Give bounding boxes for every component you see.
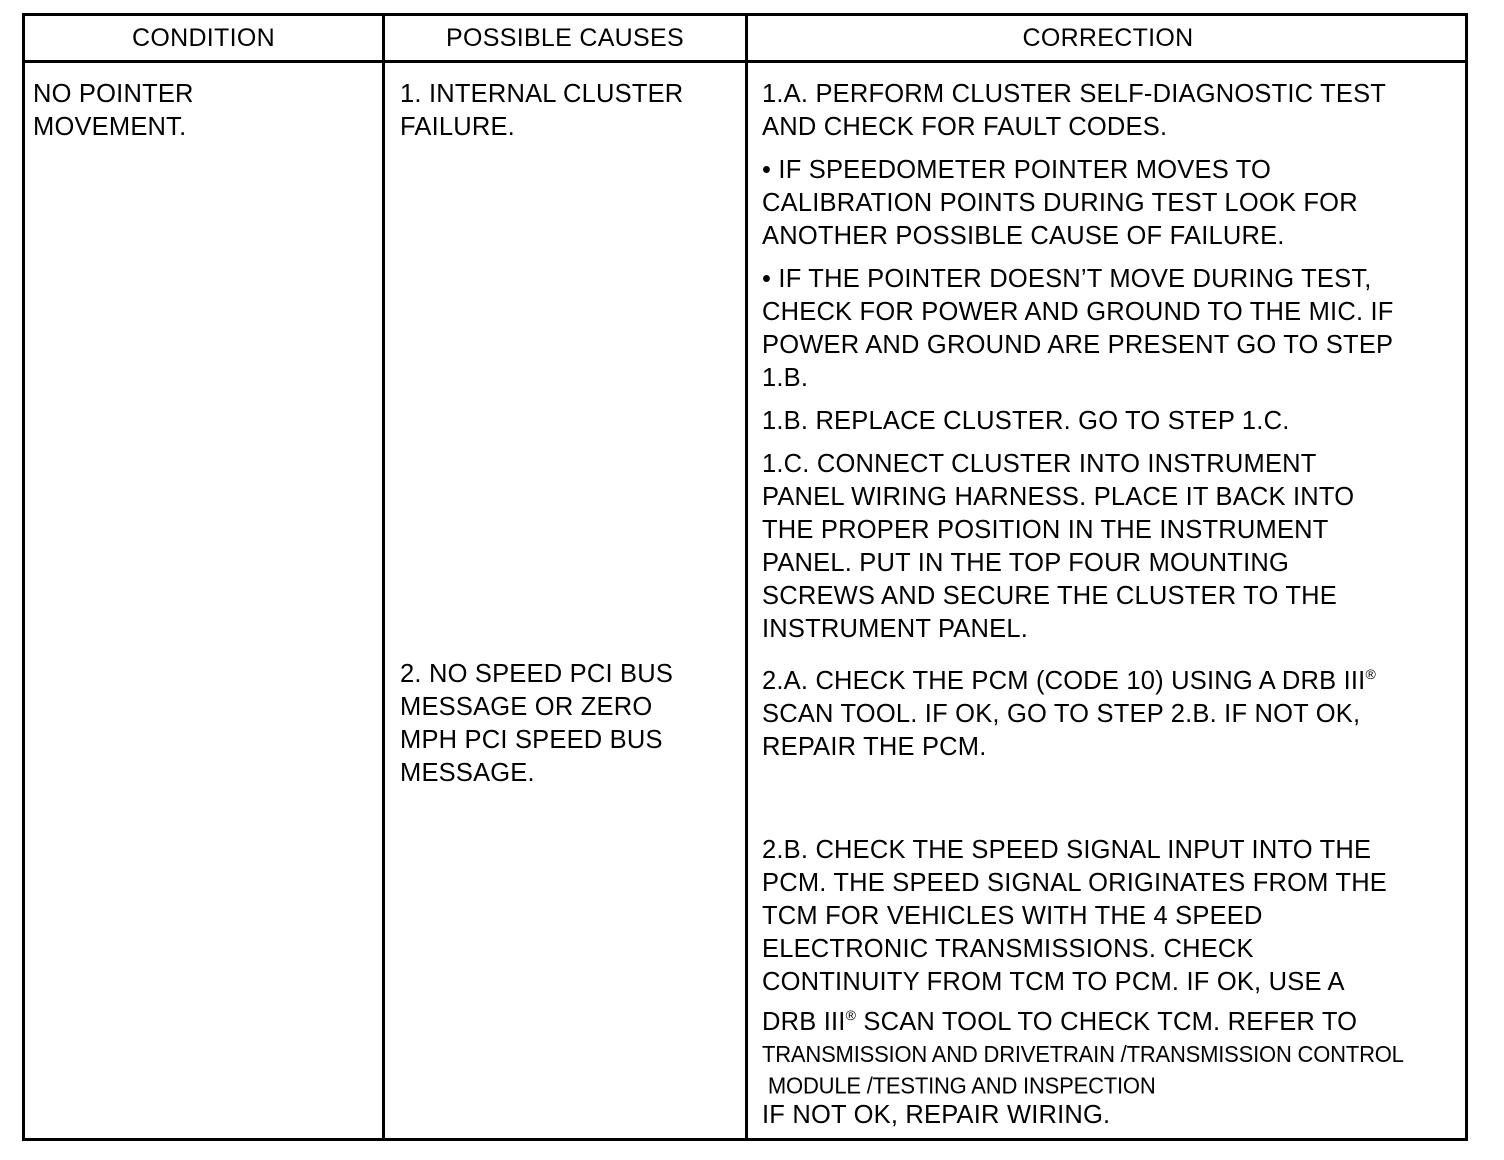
text-line: DRB III bbox=[762, 1008, 846, 1036]
text-line: AND CHECK FOR FAULT CODES. bbox=[762, 113, 1168, 141]
text-line: ANOTHER POSSIBLE CAUSE OF FAILURE. bbox=[762, 222, 1285, 250]
step-1a bbox=[762, 78, 1462, 144]
correction-step-2b bbox=[762, 834, 1462, 1132]
step-1b bbox=[762, 405, 1462, 438]
column-divider bbox=[745, 16, 748, 1138]
correction-step-2a bbox=[762, 658, 1462, 764]
text-line: CONTINUITY FROM TCM TO PCM. IF OK, USE A bbox=[762, 968, 1345, 996]
text-line: PANEL. PUT IN THE TOP FOUR MOUNTING bbox=[762, 549, 1289, 577]
cause-line: 2. NO SPEED PCI BUS bbox=[400, 660, 674, 688]
text-line: • IF THE POINTER DOESN’T MOVE DURING TEST, bbox=[762, 265, 1372, 293]
condition-cell bbox=[33, 78, 373, 144]
bullet-pointer-doesnt-move bbox=[762, 263, 1462, 395]
text-line: ELECTRONIC TRANSMISSIONS. CHECK bbox=[762, 935, 1254, 963]
cause-line: 1. INTERNAL CLUSTER bbox=[400, 80, 684, 108]
column-divider bbox=[382, 16, 385, 1138]
registered-mark: ® bbox=[845, 1007, 857, 1023]
text-line: 1.B. REPLACE CLUSTER. GO TO STEP 1.C. bbox=[762, 407, 1290, 435]
text-line: MODULE /TESTING AND INSPECTION bbox=[762, 1072, 1156, 1099]
header-condition: CONDITION bbox=[132, 23, 275, 52]
header-correction: CORRECTION bbox=[1022, 23, 1194, 52]
diagnosis-table bbox=[22, 13, 1468, 1141]
bullet-pointer-moves bbox=[762, 154, 1462, 253]
text-line: 1.C. CONNECT CLUSTER INTO INSTRUMENT bbox=[762, 450, 1317, 478]
cause-2 bbox=[400, 658, 740, 790]
condition-line: MOVEMENT. bbox=[33, 113, 187, 141]
text-line: THE PROPER POSITION IN THE INSTRUMENT bbox=[762, 516, 1329, 544]
text-line: SCAN TOOL TO CHECK TCM. REFER TO bbox=[856, 1008, 1358, 1036]
text-line: POWER AND GROUND ARE PRESENT GO TO STEP bbox=[762, 331, 1394, 359]
step-1c bbox=[762, 448, 1462, 646]
text-line: PCM. THE SPEED SIGNAL ORIGINATES FROM THE bbox=[762, 869, 1388, 897]
text-line: SCREWS AND SECURE THE CLUSTER TO THE bbox=[762, 582, 1337, 610]
text-line: INSTRUMENT PANEL. bbox=[762, 615, 1028, 643]
cause-line: MPH PCI SPEED BUS bbox=[400, 726, 663, 754]
reference-link-text bbox=[762, 1039, 1462, 1102]
condition-line: NO POINTER bbox=[33, 80, 194, 108]
text-line: 2.B. CHECK THE SPEED SIGNAL INPUT INTO THE bbox=[762, 836, 1372, 864]
header-possible-causes: POSSIBLE CAUSES bbox=[446, 23, 684, 52]
header-divider bbox=[25, 60, 1465, 63]
text-line: 1.A. PERFORM CLUSTER SELF-DIAGNOSTIC TEST bbox=[762, 80, 1387, 108]
registered-mark: ® bbox=[1365, 666, 1376, 682]
text-line: CHECK FOR POWER AND GROUND TO THE MIC. IF bbox=[762, 298, 1394, 326]
correction-step-1 bbox=[762, 78, 1462, 656]
text-line: 1.B. bbox=[762, 364, 809, 392]
text-line: • IF SPEEDOMETER POINTER MOVES TO bbox=[762, 156, 1272, 184]
text-line: IF NOT OK, REPAIR WIRING. bbox=[762, 1101, 1111, 1129]
cause-line: FAILURE. bbox=[400, 113, 515, 141]
cause-line: MESSAGE OR ZERO bbox=[400, 693, 653, 721]
text-line: TCM FOR VEHICLES WITH THE 4 SPEED bbox=[762, 902, 1263, 930]
text-line: 2.A. CHECK THE PCM (CODE 10) USING A DRB III bbox=[762, 667, 1366, 695]
cause-line: MESSAGE. bbox=[400, 759, 535, 787]
text-line: CALIBRATION POINTS DURING TEST LOOK FOR bbox=[762, 189, 1358, 217]
text-line: TRANSMISSION AND DRIVETRAIN /TRANSMISSION CONTROL bbox=[762, 1041, 1404, 1068]
text-line: PANEL WIRING HARNESS. PLACE IT BACK INTO bbox=[762, 483, 1355, 511]
text-line: SCAN TOOL. IF OK, GO TO STEP 2.B. IF NOT OK, bbox=[762, 700, 1361, 728]
cause-1 bbox=[400, 78, 740, 144]
text-line: REPAIR THE PCM. bbox=[762, 733, 987, 761]
